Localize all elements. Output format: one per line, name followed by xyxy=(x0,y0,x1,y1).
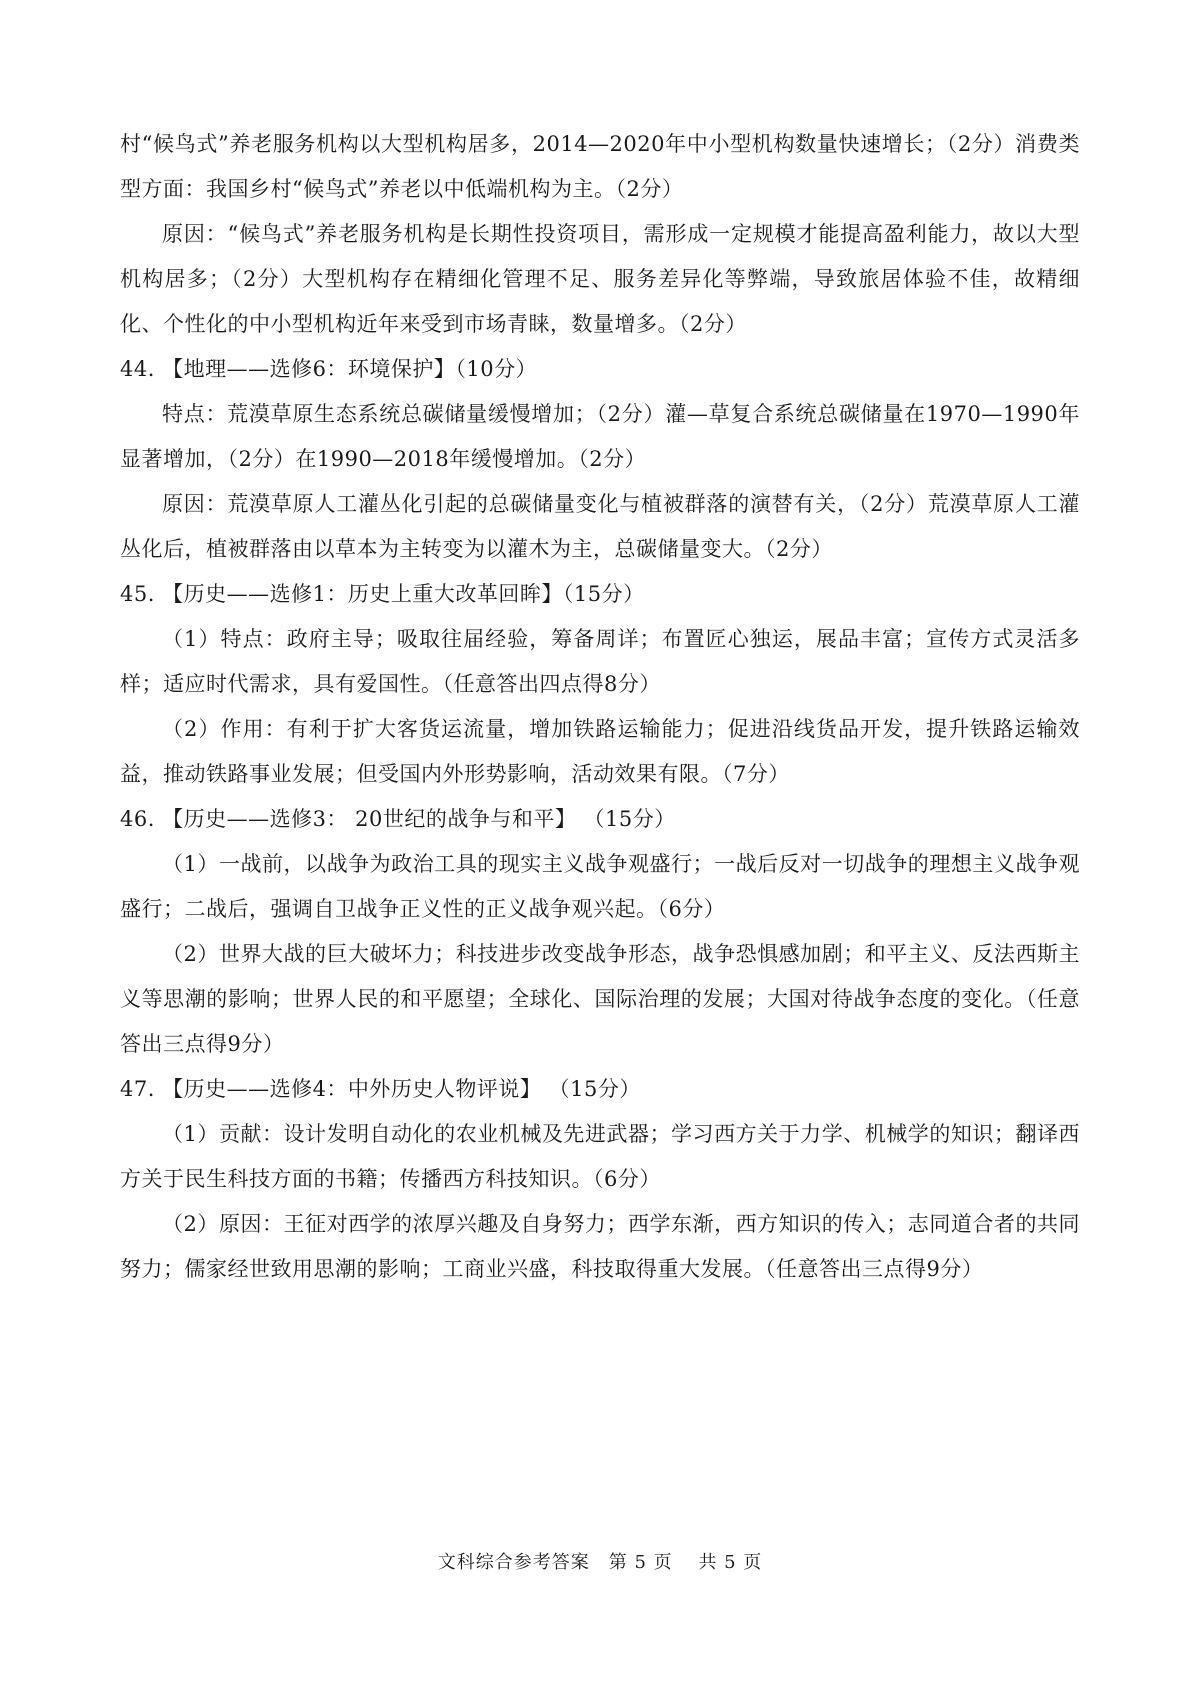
paragraph-46-part2: （2）世界大战的巨大破坏力；科技进步改变战争形态，战争恐惧感加剧；和平主义、反法西斯主义等思潮的影响；世界人民的和平愿望；全球化、国际治理的发展；大国对待战争态度的变化。（任意答出三点得9分） xyxy=(120,942,1080,1056)
paragraph-45-part1: （1）特点：政府主导；吸取往届经验，筹备周详；布置匠心独运，展品丰富；宣传方式灵活多样；适应时代需求，具有爱国性。（任意答出四点得8分） xyxy=(120,627,1080,696)
question-47-heading: 47. 【历史——选修4：中外历史人物评说】 （15分） xyxy=(120,1077,641,1101)
paragraph-46-part1: （1）一战前，以战争为政治工具的现实主义战争观盛行；一战后反对一切战争的理想主义战争观盛行；二战后，强调自卫战争正义性的正义战争观兴起。（6分） xyxy=(120,852,1080,921)
paragraph-43-trend: 村“候鸟式”养老服务机构以大型机构居多，2014—2020年中小型机构数量快速增长；（2分）消费类型方面：我国乡村“候鸟式”养老以中低端机构为主。（2分） xyxy=(120,132,1080,201)
paragraph-44-reason: 原因：荒漠草原人工灌丛化引起的总碳储量变化与植被群落的演替有关，（2分）荒漠草原人工灌丛化后，植被群落由以草本为主转变为以灌木为主，总碳储量变大。（2分） xyxy=(120,492,1080,561)
question-46-heading: 46. 【历史——选修3： 20世纪的战争与和平】 （15分） xyxy=(120,807,676,831)
paragraph-43-reason: 原因：“候鸟式”养老服务机构是长期性投资项目，需形成一定规模才能提高盈利能力，故以大型机构居多；（2分）大型机构存在精细化管理不足、服务差异化等弊端，导致旅居体验不佳，故精细化、个性化的中小型机构近年来受到市场青睐，数量增多。（2分） xyxy=(120,222,1080,336)
paragraph-45-part2: （2）作用：有利于扩大客货运流量，增加铁路运输能力；促进沿线货品开发，提升铁路运输效益，推动铁路事业发展；但受国内外形势影响，活动效果有限。（7分） xyxy=(120,717,1080,786)
question-45-heading: 45. 【历史——选修1：历史上重大改革回眸】（15分） xyxy=(120,582,645,606)
paragraph-47-part2: （2）原因：王征对西学的浓厚兴趣及自身努力；西学东渐，西方知识的传入；志同道合者的共同努力；儒家经世致用思潮的影响；工商业兴盛，科技取得重大发展。（任意答出三点得9分） xyxy=(120,1212,1080,1281)
paragraph-44-features: 特点：荒漠草原生态系统总碳储量缓慢增加；（2分）灌—草复合系统总碳储量在1970—1990年显著增加，（2分）在1990—2018年缓慢增加。（2分） xyxy=(120,402,1080,471)
question-44-heading: 44. 【地理——选修6：环境保护】（10分） xyxy=(120,357,538,381)
page-footer: 文科综合参考答案 第 5 页 共 5 页 xyxy=(437,1552,763,1573)
answer-content xyxy=(120,122,1080,1292)
paragraph-47-part1: （1）贡献：设计发明自动化的农业机械及先进武器；学习西方关于力学、机械学的知识；翻译西方关于民生科技方面的书籍；传播西方科技知识。（6分） xyxy=(120,1122,1080,1191)
